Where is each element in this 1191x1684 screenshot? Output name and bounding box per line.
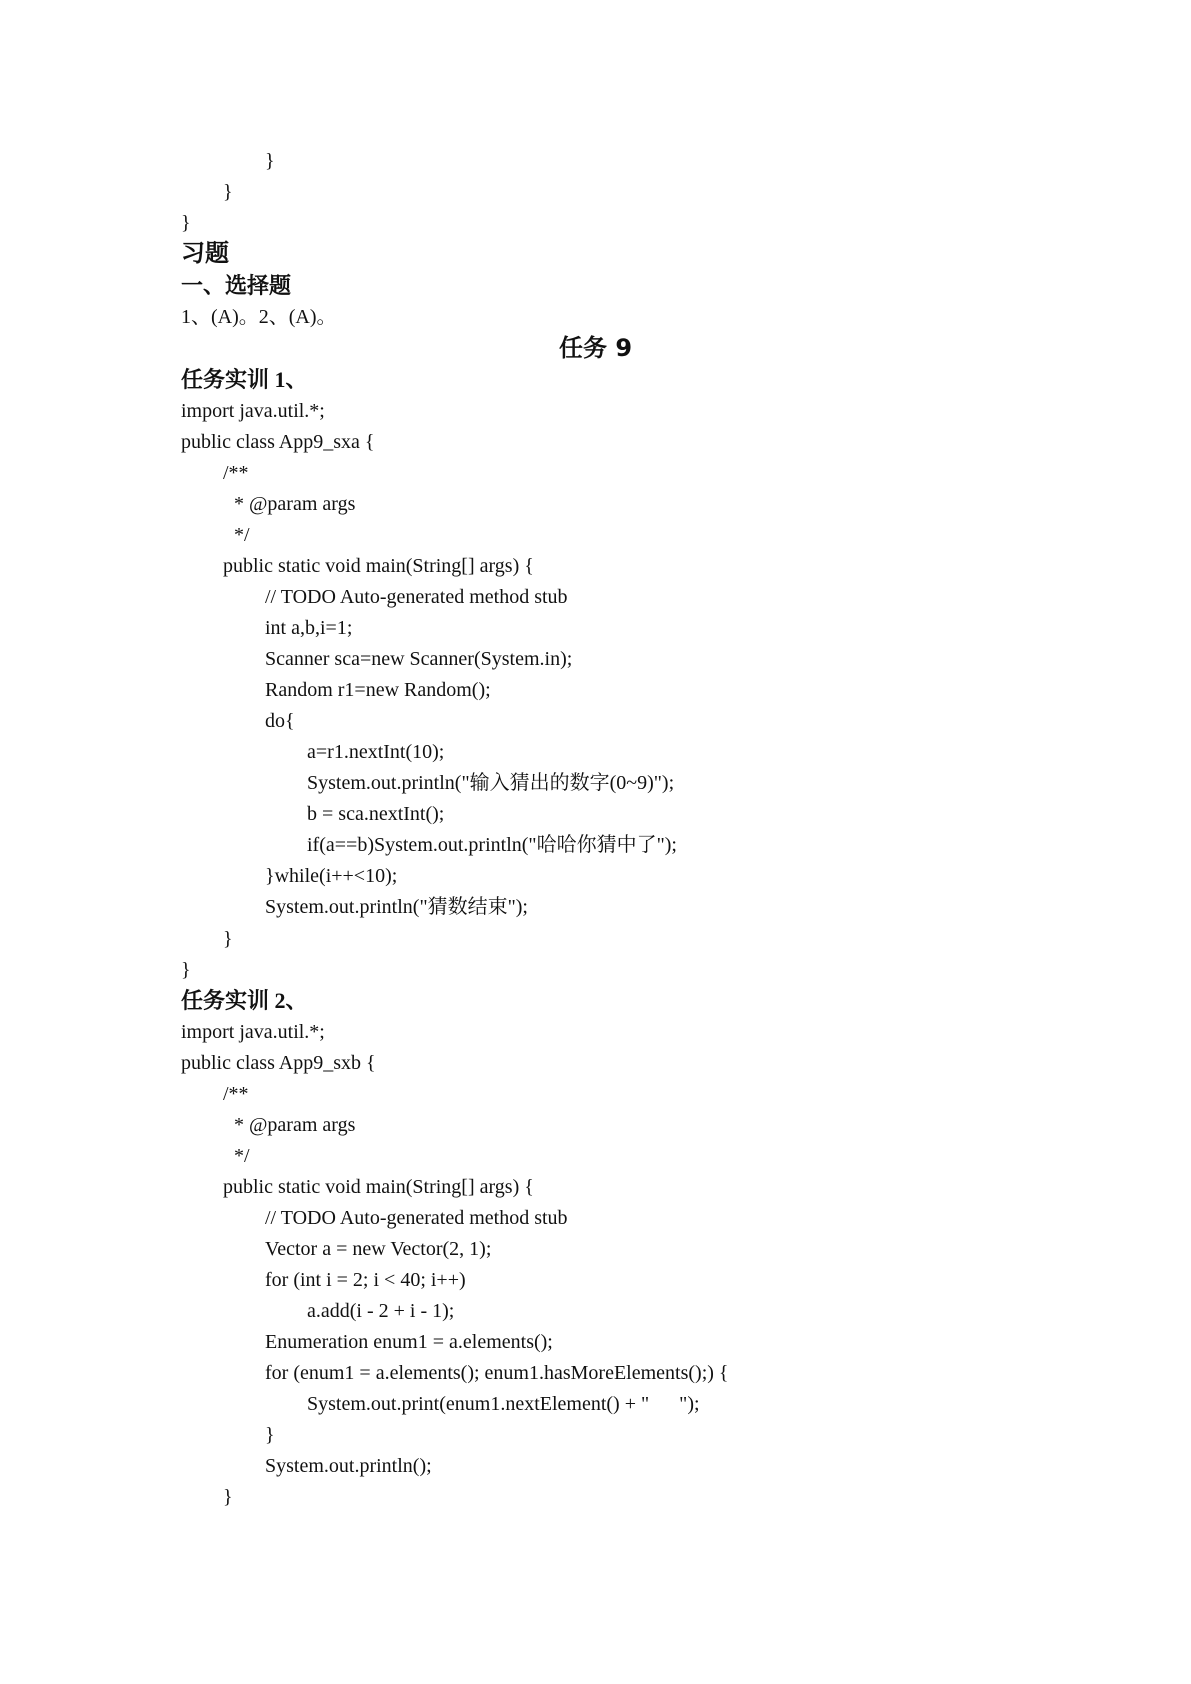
code-line: System.out.print(enum1.nextElement() + " "); bbox=[307, 1393, 700, 1415]
code-line: System.out.println(); bbox=[265, 1455, 432, 1477]
code-line: }while(i++<10); bbox=[265, 865, 398, 887]
code-line: for (enum1 = a.elements(); enum1.hasMoreElements();) { bbox=[265, 1362, 729, 1384]
code-line: * @param args bbox=[234, 1114, 356, 1136]
exercises-heading: 习题 bbox=[181, 241, 229, 267]
code-line: public class App9_sxb { bbox=[181, 1052, 376, 1074]
code-line: for (int i = 2; i < 40; i++) bbox=[265, 1269, 466, 1291]
code-line: int a,b,i=1; bbox=[265, 617, 353, 639]
code-line: } bbox=[181, 212, 191, 234]
code-line: */ bbox=[234, 1145, 250, 1167]
code-line: } bbox=[181, 959, 191, 981]
code-line: // TODO Auto-generated method stub bbox=[265, 1207, 568, 1229]
code-line: } bbox=[223, 1486, 233, 1508]
code-line: // TODO Auto-generated method stub bbox=[265, 586, 568, 608]
code-line: import java.util.*; bbox=[181, 1021, 325, 1043]
code-line: System.out.println("输入猜出的数字(0~9)"); bbox=[307, 772, 675, 794]
code-line: b = sca.nextInt(); bbox=[307, 803, 445, 825]
code-line: Vector a = new Vector(2, 1); bbox=[265, 1238, 492, 1260]
task-title: 任务 9 bbox=[558, 334, 633, 362]
code-line: } bbox=[223, 928, 233, 950]
code-line: */ bbox=[234, 524, 250, 546]
code-line: /** bbox=[223, 1083, 249, 1105]
code-line: System.out.println("猜数结束"); bbox=[265, 896, 528, 918]
code-line: a.add(i - 2 + i - 1); bbox=[307, 1300, 455, 1322]
code-line: if(a==b)System.out.println("哈哈你猜中了"); bbox=[307, 834, 677, 856]
code-line: Enumeration enum1 = a.elements(); bbox=[265, 1331, 553, 1353]
exercises-subheading: 一、选择题 bbox=[181, 273, 292, 298]
code-line: /** bbox=[223, 462, 249, 484]
code-line: } bbox=[265, 150, 275, 172]
code-line: public class App9_sxa { bbox=[181, 431, 375, 453]
code-line: * @param args bbox=[234, 493, 356, 515]
code-line: do{ bbox=[265, 710, 295, 732]
training2-heading: 任务实训 2、 bbox=[181, 988, 308, 1013]
exercise-answers: 1、(A)。2、(A)。 bbox=[181, 306, 337, 328]
code-line: Random r1=new Random(); bbox=[265, 679, 491, 701]
training1-heading: 任务实训 1、 bbox=[181, 367, 308, 392]
code-line: public static void main(String[] args) { bbox=[223, 1176, 534, 1198]
code-line: } bbox=[265, 1424, 275, 1446]
code-line: a=r1.nextInt(10); bbox=[307, 741, 445, 763]
code-line: import java.util.*; bbox=[181, 400, 325, 422]
code-line: Scanner sca=new Scanner(System.in); bbox=[265, 648, 573, 670]
code-line: public static void main(String[] args) { bbox=[223, 555, 534, 577]
code-line: } bbox=[223, 181, 233, 203]
